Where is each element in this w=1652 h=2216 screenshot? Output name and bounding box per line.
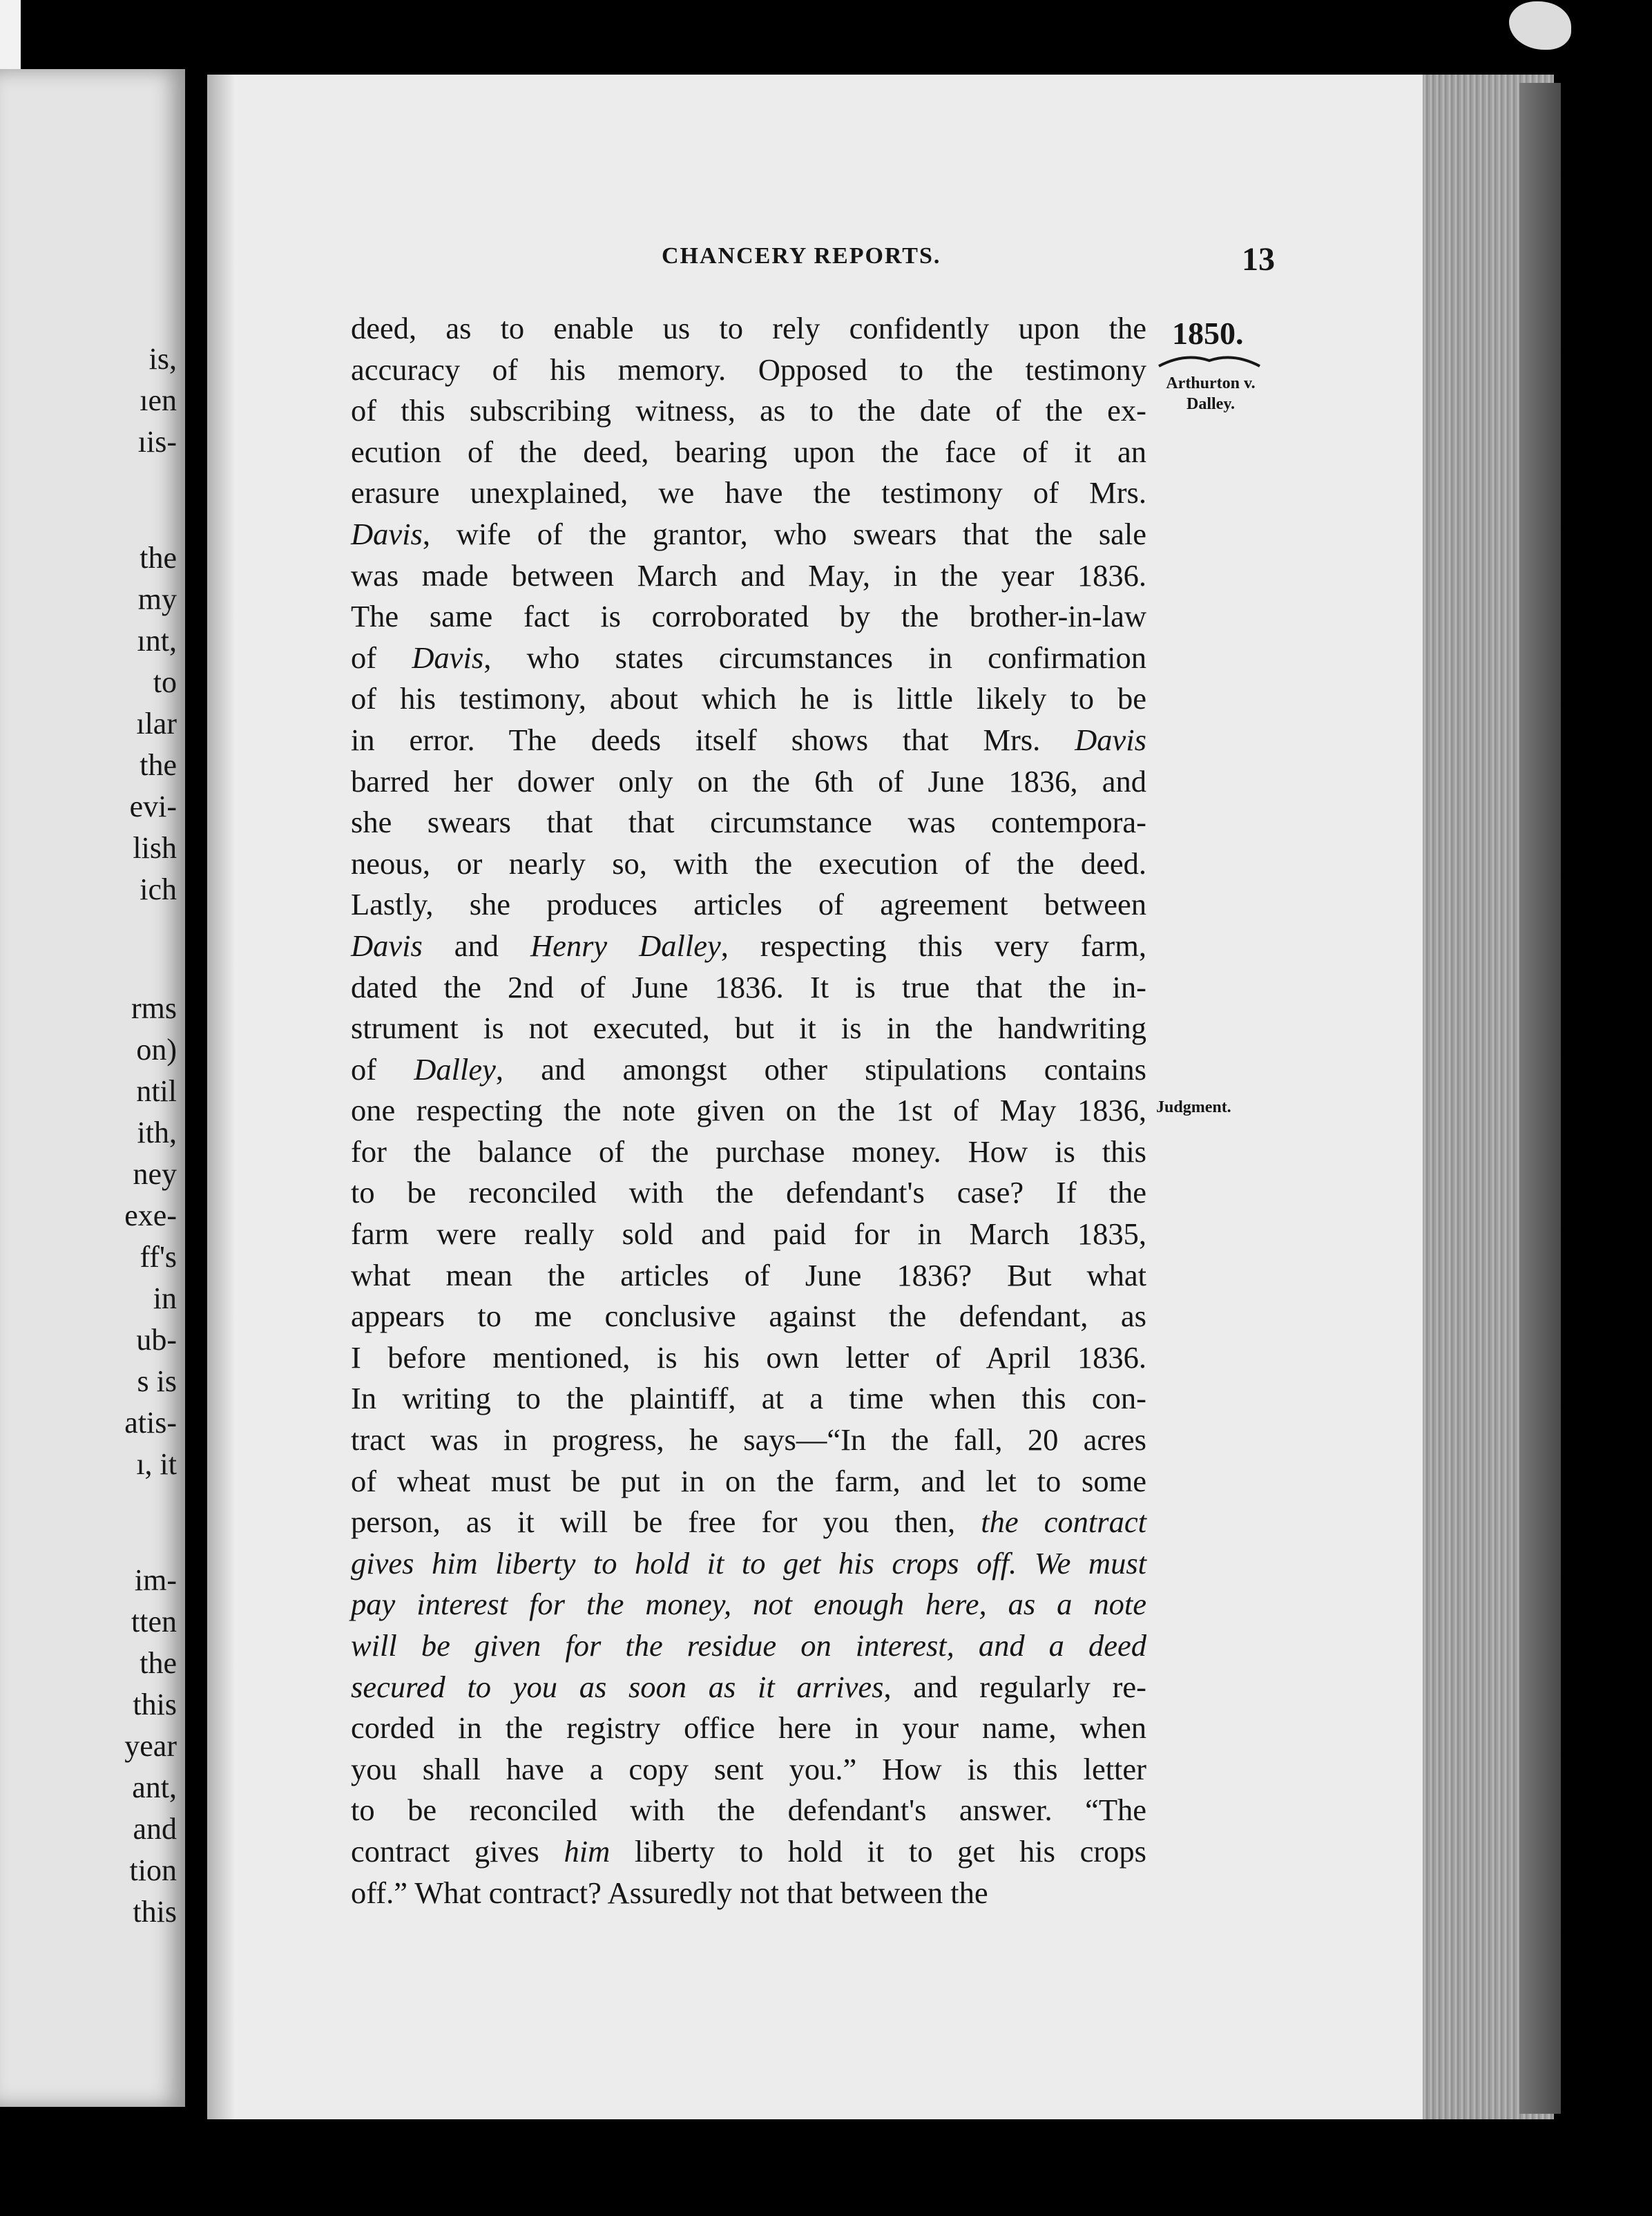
body-text xyxy=(351,308,1146,1913)
left-page-text-fragment: my xyxy=(137,582,177,616)
text-line: in error. The deeds itself shows that Mrs. Davis xyxy=(351,722,1146,757)
left-page-text-fragment: the xyxy=(140,748,177,782)
left-page-text-fragment: ith, xyxy=(137,1116,177,1149)
text-line: to be reconciled with the defendant's case? If the xyxy=(351,1175,1146,1210)
margin-section-label: Judgment. xyxy=(1156,1098,1231,1116)
text-line: you shall have a copy sent you.” How is this letter xyxy=(351,1751,1146,1786)
text-line: Davis and Henry Dalley, respecting this very farm, xyxy=(351,928,1146,963)
left-page-text-fragment: ich xyxy=(140,872,177,906)
left-page-text-fragment: ff's xyxy=(140,1240,177,1274)
left-page-text-fragment: ney xyxy=(133,1157,177,1191)
left-page-text-fragment: ant, xyxy=(132,1770,177,1804)
left-page-text-fragment: atis- xyxy=(124,1406,177,1440)
left-page-text-fragment: on) xyxy=(136,1033,177,1067)
text-line: erasure unexplained, we have the testimony of Mrs. xyxy=(351,475,1146,510)
left-page-text-fragment: tion xyxy=(129,1853,177,1887)
text-line: she swears that that circumstance was contempora- xyxy=(351,805,1146,840)
page-number: 13 xyxy=(1242,241,1275,278)
left-page-text-fragment: to xyxy=(153,665,177,699)
text-line: gives him liberty to hold it to get his crops off. We must xyxy=(351,1545,1147,1580)
text-line: accuracy of his memory. Opposed to the testimony xyxy=(351,352,1146,387)
margin-year: 1850. xyxy=(1172,316,1244,351)
left-page-text-fragment: exe- xyxy=(124,1198,177,1232)
left-page-text-fragment: ub- xyxy=(136,1323,177,1357)
text-line: person, as it will be free for you then, the contract xyxy=(351,1505,1146,1540)
text-line: Davis, wife of the grantor, who swears that the sale xyxy=(351,516,1146,551)
left-page-text-fragment: evi- xyxy=(129,790,177,823)
torn-corner xyxy=(1509,1,1571,50)
text-line: contract gives him liberty to hold it to get his crops xyxy=(351,1833,1146,1869)
left-page-text-fragment: this xyxy=(133,1895,177,1929)
left-page-text-fragment: the xyxy=(140,541,177,575)
text-line: for the balance of the purchase money. How is this xyxy=(351,1134,1146,1169)
text-line: The same fact is corroborated by the brother-in-law xyxy=(351,599,1146,634)
margin-brace-icon xyxy=(1158,351,1261,369)
text-line: farm were really sold and paid for in March 1835, xyxy=(351,1216,1146,1252)
text-line: strument is not executed, but it is in the handwriting xyxy=(351,1011,1146,1046)
running-head: CHANCERY REPORTS. xyxy=(662,243,941,269)
left-page-text-fragment: im- xyxy=(134,1563,177,1597)
book-cover-edge xyxy=(1519,83,1561,2114)
left-page-text-fragment: ı, it xyxy=(136,1447,177,1481)
margin-case-name-line-1: Arthurton v. xyxy=(1166,374,1256,392)
left-page-text-fragment: ılar xyxy=(136,707,177,741)
left-page-text-fragment: ntil xyxy=(136,1074,177,1108)
left-page-text-fragment: lish xyxy=(133,831,177,865)
left-page-text-fragment: this xyxy=(133,1688,177,1721)
text-line: In writing to the plaintiff, at a time when this con- xyxy=(351,1381,1146,1416)
text-line: to be reconciled with the defendant's answer. “The xyxy=(351,1793,1146,1828)
left-page-text-fragment: ıis- xyxy=(137,425,177,459)
left-page-text-fragment: in xyxy=(153,1281,177,1315)
text-line: barred her dower only on the 6th of June 1836, and xyxy=(351,763,1146,799)
text-line: I before mentioned, is his own letter of April 1836. xyxy=(351,1339,1146,1375)
text-line: one respecting the note given on the 1st of May 1836, xyxy=(351,1093,1146,1128)
text-line: secured to you as soon as it arrives, and regularly re- xyxy=(351,1669,1146,1704)
left-page-text-fragment: tten xyxy=(131,1605,177,1639)
text-line: will be given for the residue on interest, and a deed xyxy=(351,1628,1146,1663)
left-page-text-fragment: is, xyxy=(148,342,177,376)
text-line: of his testimony, about which he is little likely to be xyxy=(351,681,1146,716)
text-line: of this subscribing witness, as to the date of the ex- xyxy=(351,393,1146,428)
text-line: of Dalley, and amongst other stipulations contains xyxy=(351,1051,1147,1087)
text-line: of wheat must be put in on the farm, and let to some xyxy=(351,1463,1146,1498)
text-line: Lastly, she produces articles of agreement between xyxy=(351,887,1146,922)
page-gutter-shadow xyxy=(207,75,235,2119)
left-page-text-fragment: and xyxy=(133,1812,177,1846)
left-page-corner xyxy=(0,0,21,76)
text-line: pay interest for the money, not enough here, as a note xyxy=(351,1587,1146,1622)
left-page-text-fragment: the xyxy=(140,1646,177,1680)
text-line: tract was in progress, he says—“In the fall, 20 acres xyxy=(351,1422,1146,1458)
left-page-text-fragment: ıen xyxy=(140,383,177,417)
text-line: corded in the registry office here in your name, when xyxy=(351,1710,1146,1746)
text-line: neous, or nearly so, with the execution of the deed. xyxy=(351,846,1146,881)
margin-case-name-line-2: Dalley. xyxy=(1187,395,1235,413)
text-line: was made between March and May, in the year 1836. xyxy=(351,557,1146,593)
text-line: what mean the articles of June 1836? But what xyxy=(351,1257,1146,1292)
left-page-text-fragment: s is xyxy=(137,1364,177,1398)
left-page-text-fragment: ınt, xyxy=(137,624,177,658)
text-line: ecution of the deed, bearing upon the face of it an xyxy=(351,434,1146,469)
text-line: deed, as to enable us to rely confidently upon the xyxy=(351,311,1146,345)
text-line: off.” What contract? Assuredly not that between the xyxy=(351,1875,988,1910)
margin-case-name xyxy=(1152,373,1269,414)
left-page-text-fragment: year xyxy=(124,1729,177,1763)
text-line: of Davis, who states circumstances in confirmation xyxy=(351,640,1146,675)
previous-page xyxy=(0,69,185,2107)
text-line: dated the 2nd of June 1836. It is true that the in- xyxy=(351,969,1146,1004)
text-line: appears to me conclusive against the defendant, as xyxy=(351,1299,1146,1334)
left-page-text-fragment: rms xyxy=(131,991,177,1025)
